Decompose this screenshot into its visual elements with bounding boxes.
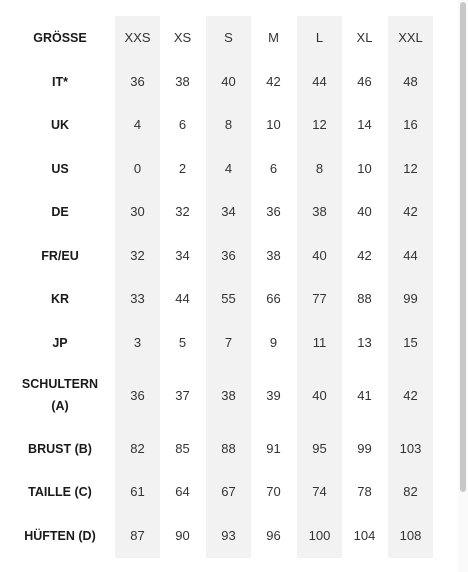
row-label: JP (52, 335, 68, 350)
table-row (0, 514, 460, 557)
table-cell: 82 (403, 484, 418, 499)
table-cell: 104 (353, 528, 376, 543)
table-row (0, 190, 460, 233)
table-cell: 74 (312, 484, 327, 499)
table-cell: 90 (175, 528, 190, 543)
table-cell: 40 (221, 74, 236, 89)
table-cell: 85 (175, 441, 190, 456)
table-cell: 15 (403, 335, 418, 350)
table-cell: 6 (178, 117, 187, 132)
table-cell: 32 (130, 248, 145, 263)
table-row (0, 60, 460, 103)
table-cell: 44 (175, 291, 190, 306)
header-label: GRÖSSE (33, 30, 87, 45)
table-cell: 30 (130, 204, 145, 219)
table-row (0, 277, 460, 320)
table-cell: 16 (403, 117, 418, 132)
size-header-l: L (315, 30, 324, 45)
row-label: KR (50, 291, 70, 306)
table-cell: 40 (312, 387, 327, 403)
table-cell: 44 (312, 74, 327, 89)
table-cell: 10 (357, 161, 372, 176)
row-label: TAILLE (C) (28, 484, 92, 499)
table-cell: 88 (357, 291, 372, 306)
table-cell: 42 (266, 74, 281, 89)
table-cell: 48 (403, 74, 418, 89)
table-cell: 99 (357, 441, 372, 456)
table-cell: 37 (175, 387, 190, 403)
table-cell: 66 (266, 291, 281, 306)
table-cell: 36 (221, 248, 236, 263)
table-cell: 61 (130, 484, 145, 499)
table-cell: 4 (224, 161, 233, 176)
table-cell: 87 (130, 528, 145, 543)
table-cell: 99 (403, 291, 418, 306)
table-cell: 11 (312, 335, 327, 350)
table-cell: 12 (312, 117, 327, 132)
table-row (0, 234, 460, 277)
table-cell: 40 (312, 248, 327, 263)
table-cell: 91 (266, 441, 281, 456)
table-cell: 38 (175, 74, 190, 89)
size-header-xs: XS (173, 30, 192, 45)
table-row (0, 470, 460, 513)
row-label: IT* (52, 74, 68, 89)
table-row (0, 103, 460, 146)
table-cell: 38 (312, 204, 327, 219)
table-cell: 32 (175, 204, 190, 219)
table-cell: 34 (175, 248, 190, 263)
table-cell: 10 (266, 117, 281, 132)
table-cell: 103 (399, 441, 422, 456)
table-cell: 41 (357, 387, 372, 403)
row-label: UK (50, 117, 70, 132)
table-cell: 78 (357, 484, 372, 499)
table-cell: 40 (357, 204, 372, 219)
table-cell: 38 (221, 387, 236, 403)
table-cell: 46 (357, 74, 372, 89)
table-cell: 88 (221, 441, 236, 456)
table-cell: 2 (178, 161, 187, 176)
size-header-s: S (224, 30, 233, 45)
size-header-xl: XL (356, 30, 373, 45)
table-cell: 36 (130, 74, 145, 89)
table-cell: 13 (357, 335, 372, 350)
table-cell: 93 (221, 528, 236, 543)
table-cell: 77 (312, 291, 327, 306)
table-cell: 7 (224, 335, 233, 350)
table-cell: 33 (130, 291, 145, 306)
table-cell: 55 (221, 291, 236, 306)
row-label: BRUST (B) (28, 441, 92, 456)
table-cell: 6 (269, 161, 278, 176)
table-cell: 44 (403, 248, 418, 263)
table-cell: 42 (403, 204, 418, 219)
row-label: US (51, 161, 69, 176)
row-label: FR/EU (41, 248, 79, 263)
table-cell: 5 (178, 335, 187, 350)
table-cell: 96 (266, 528, 281, 543)
table-cell: 64 (175, 484, 190, 499)
table-cell: 42 (357, 248, 372, 263)
table-cell: 9 (269, 335, 278, 350)
size-header-xxl: XXL (398, 30, 423, 45)
table-cell: 4 (133, 117, 142, 132)
size-chart-table (0, 16, 460, 558)
table-cell: 42 (403, 387, 418, 403)
table-cell: 34 (221, 204, 236, 219)
scrollbar-thumb[interactable] (460, 2, 466, 492)
table-cell: 36 (266, 204, 281, 219)
size-header-xxs: XXS (124, 30, 151, 45)
table-cell: 8 (224, 117, 233, 132)
table-cell: 14 (357, 117, 372, 132)
table-cell: 8 (315, 161, 324, 176)
table-row (0, 364, 460, 426)
table-row (0, 427, 460, 470)
table-cell: 67 (221, 484, 236, 499)
table-cell: 0 (133, 161, 142, 176)
table-row (0, 147, 460, 190)
table-cell: 70 (266, 484, 281, 499)
row-label: HÜFTEN (D) (24, 528, 96, 543)
header-row (0, 16, 460, 59)
table-cell: 38 (266, 248, 281, 263)
table-cell: 95 (312, 441, 327, 456)
table-cell: 36 (130, 387, 145, 403)
table-cell: 3 (133, 335, 142, 350)
table-cell: 82 (130, 441, 145, 456)
table-row (0, 321, 460, 364)
table-cell: 39 (266, 387, 281, 403)
row-label: DE (51, 204, 69, 219)
table-cell: 100 (308, 528, 331, 543)
size-header-m: M (268, 30, 279, 45)
row-label: SCHULTERN (A) (21, 377, 99, 413)
table-cell: 12 (403, 161, 418, 176)
table-cell: 108 (399, 528, 422, 543)
